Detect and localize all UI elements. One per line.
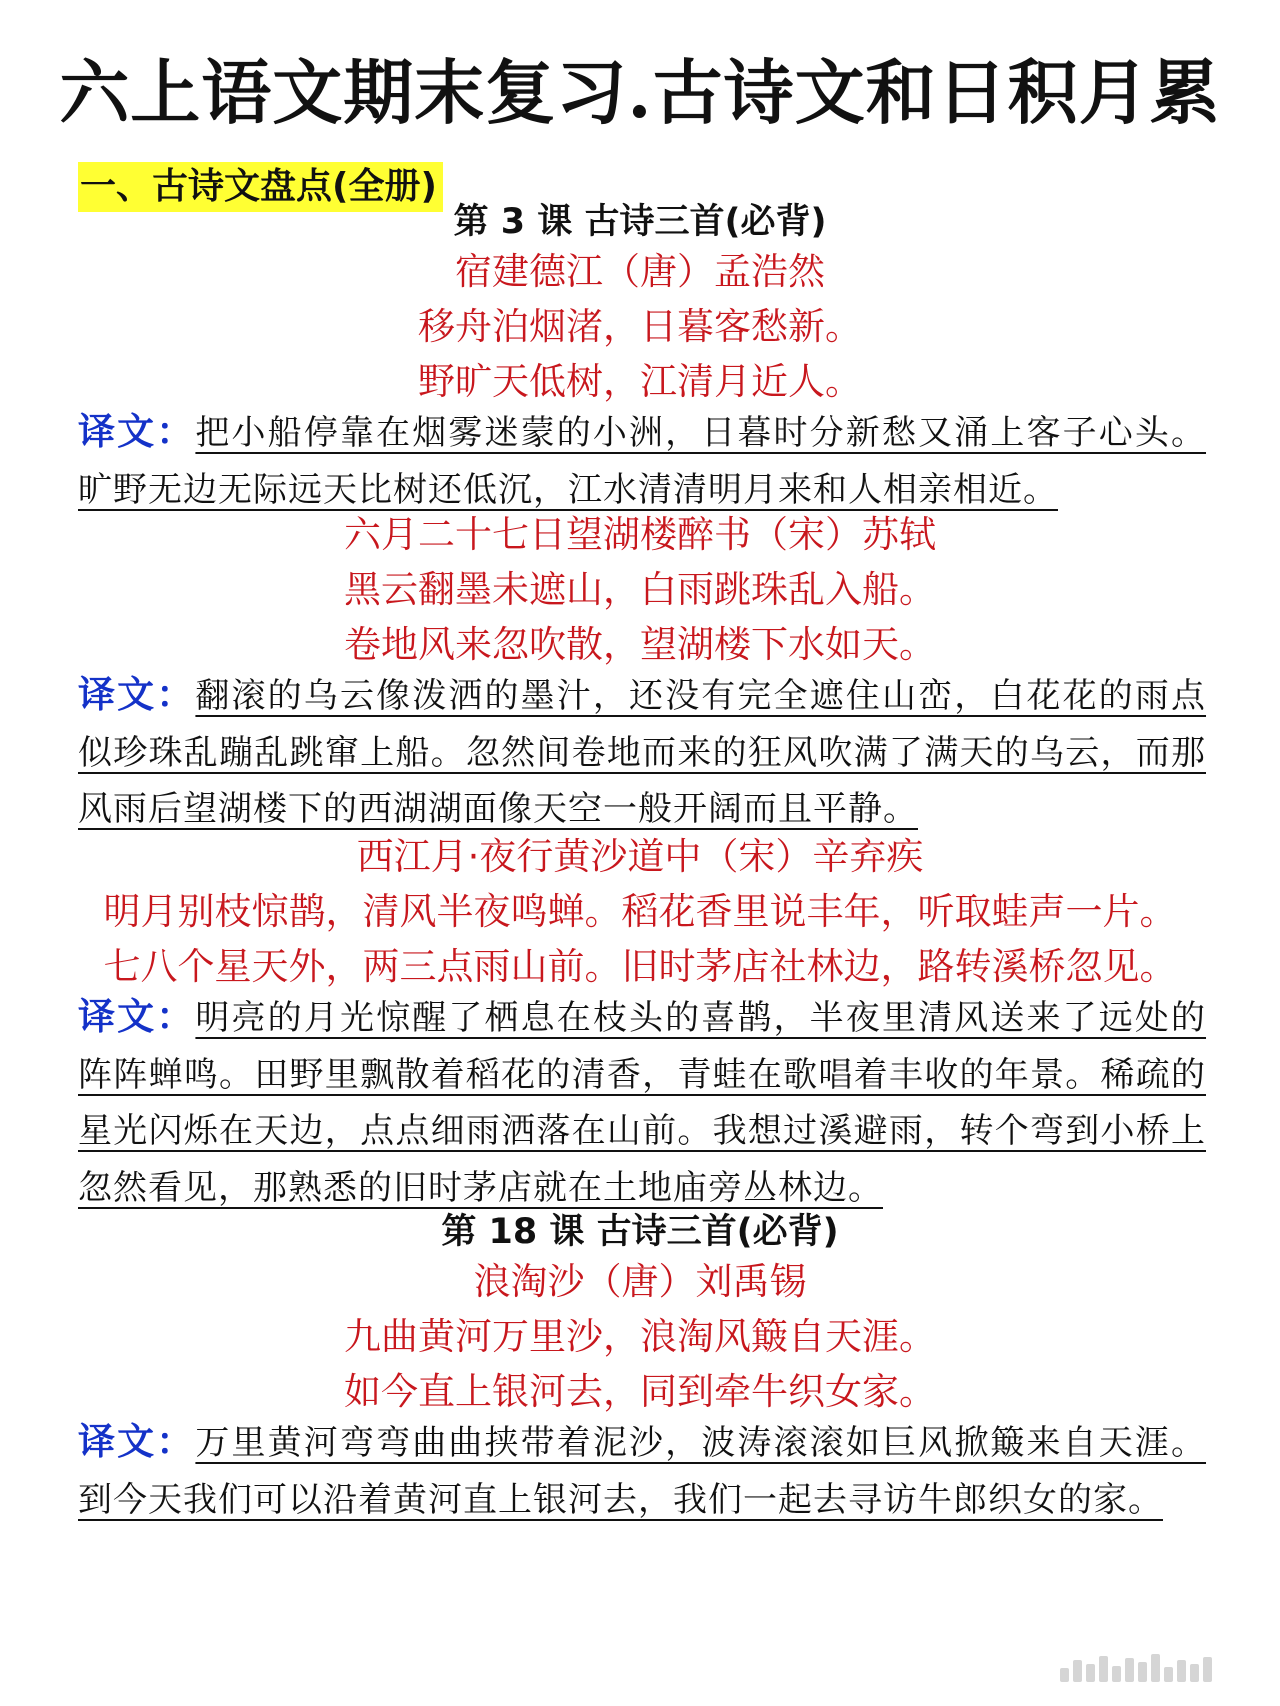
poem-line: 移舟泊烟渚，日暮客愁新。 xyxy=(418,305,862,348)
translation-label: 译文： xyxy=(78,673,196,716)
lesson-heading: 第 3 课 古诗三首(必背) xyxy=(453,202,827,242)
poem-line: 九曲黄河万里沙，浪淘风簸自天涯。 xyxy=(344,1315,936,1358)
poem-title: 六月二十七日望湖楼醉书（宋）苏轼 xyxy=(344,513,936,556)
translation-text: 翻滚的乌云像泼洒的墨汁，还没有完全遮住山峦，白花花的雨点似珍珠乱蹦乱跳窜上船。忽然间卷地而来的狂风吹满了满天的乌云，而那风雨后望湖楼下的西湖湖面像天空一般开阔而且平静。 xyxy=(78,676,1207,829)
translation-label: 译文： xyxy=(78,1420,196,1463)
translation-text: 明亮的月光惊醒了栖息在枝头的喜鹊，半夜里清风送来了远处的阵阵蝉鸣。田野里飘散着稻花的清香，青蛙在歌唱着丰收的年景。稀疏的星光闪烁在天边，点点细雨洒落在山前。我想过溪避雨，转个弯到小桥上忽然看见，那熟悉的旧时茅店就在土地庙旁丛林边。 xyxy=(78,998,1207,1208)
poem-line: 明月别枝惊鹊，清风半夜鸣蝉。稻花香里说丰年，听取蛙声一片。 xyxy=(103,890,1177,933)
page-title: 六上语文期末复习.古诗文和日积月累 xyxy=(59,51,1221,134)
translation-text: 把小船停靠在烟雾迷蒙的小洲，日暮时分新愁又涌上客子心头。旷野无边无际远天比树还低沉，江水清清明月来和人相亲相近。 xyxy=(78,413,1207,510)
translation-label: 译文： xyxy=(78,995,196,1038)
translation-block xyxy=(78,1414,1206,1528)
translation-block xyxy=(78,667,1206,838)
translation-text: 万里黄河弯弯曲曲挟带着泥沙，波涛滚滚如巨风掀簸来自天涯。到今天我们可以沿着黄河直上银河去，我们一起去寻访牛郎织女的家。 xyxy=(78,1423,1207,1520)
poem-title: 宿建德江（唐）孟浩然 xyxy=(455,250,825,293)
translation-block xyxy=(78,989,1206,1216)
poem-line: 如今直上银河去，同到牵牛织女家。 xyxy=(344,1370,936,1413)
poem-line: 野旷天低树，江清月近人。 xyxy=(418,360,862,403)
section-heading: 一、古诗文盘点(全册) xyxy=(78,162,443,212)
poem-title: 浪淘沙（唐）刘禹锡 xyxy=(473,1260,807,1303)
poem-line: 卷地风来忽吹散，望湖楼下水如天。 xyxy=(344,623,936,666)
poem-line: 黑云翻墨未遮山，白雨跳珠乱入船。 xyxy=(344,568,936,611)
poem-line: 七八个星天外，两三点雨山前。旧时茅店社林边，路转溪桥忽见。 xyxy=(103,945,1177,988)
poem-title: 西江月·夜行黄沙道中（宋）辛弃疾 xyxy=(356,835,924,878)
translation-label: 译文： xyxy=(78,410,196,453)
translation-block xyxy=(78,404,1206,518)
lesson-heading: 第 18 课 古诗三首(必背) xyxy=(441,1212,839,1252)
watermark-graphic xyxy=(1060,1652,1260,1682)
